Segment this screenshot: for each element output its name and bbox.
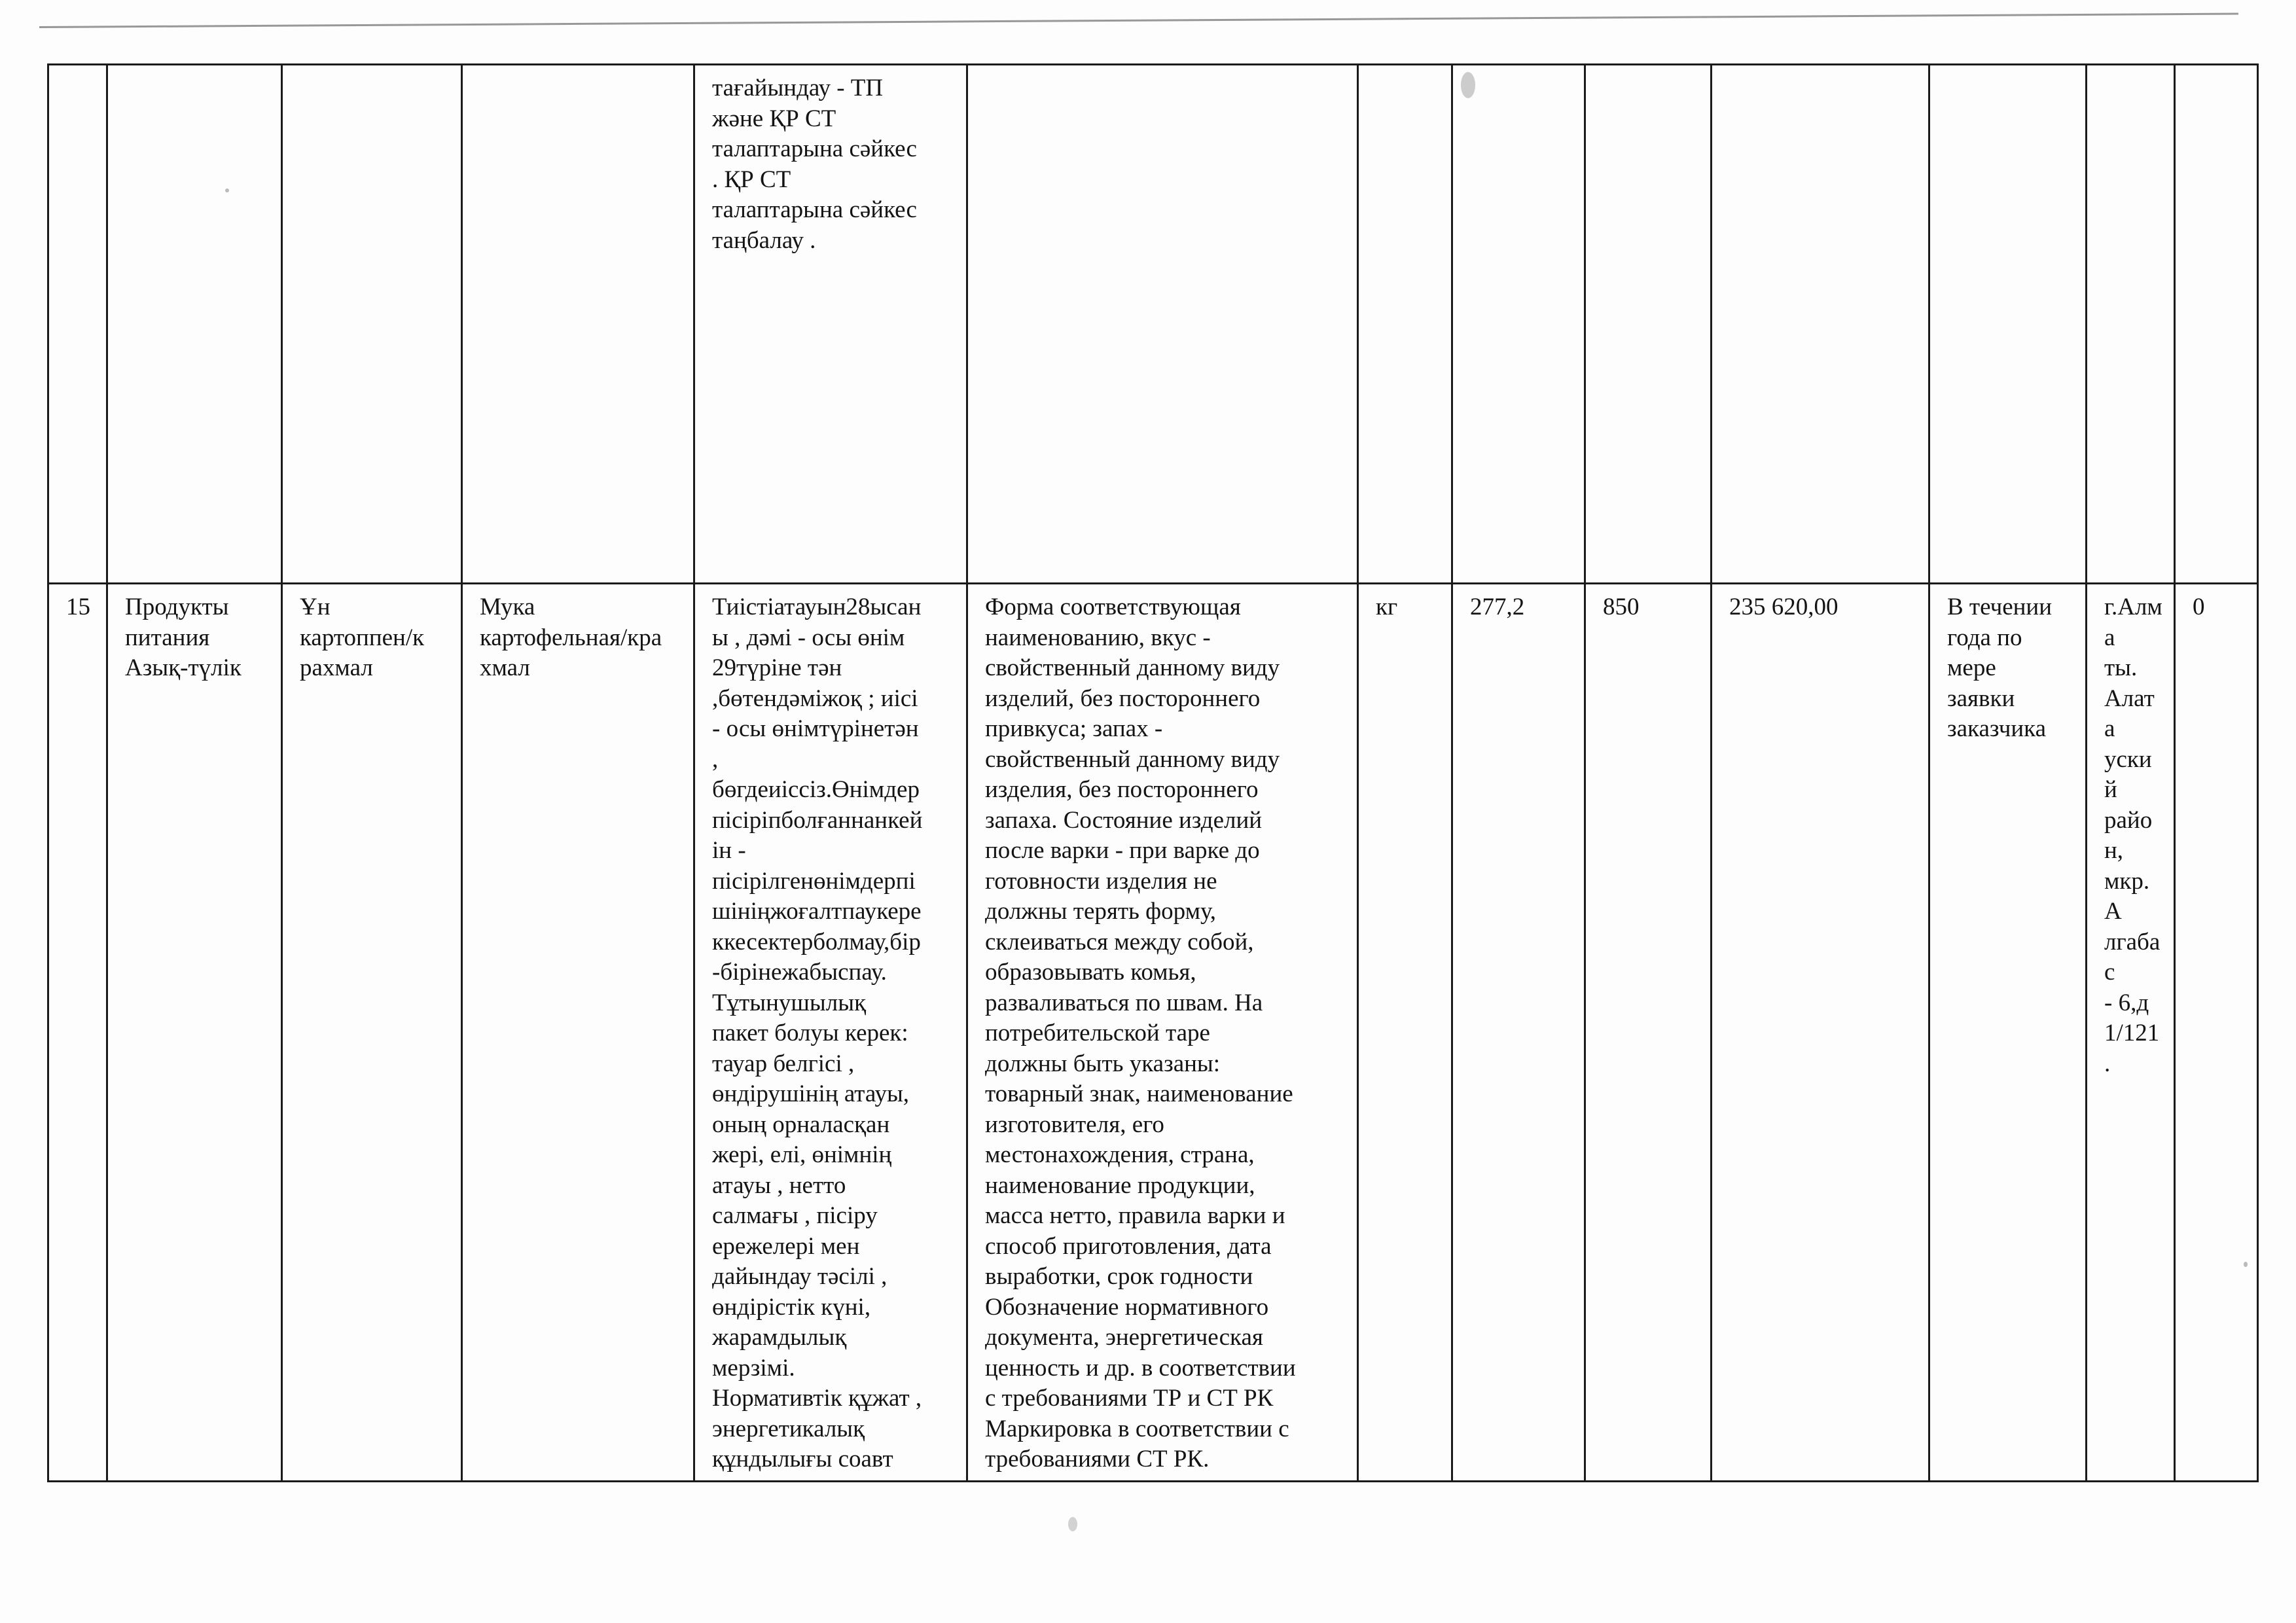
unit-price-value: 850 [1603,594,1640,620]
product-name-ru: Мука картофельная/кра хмал [480,594,662,681]
delivery-place-text: г.Алма ты. Алата уский район, мкр.А лгабас - 6,д 1/121. [2104,594,2162,1077]
cell-quantity [1452,65,1585,584]
cell-name-ru [462,584,694,1482]
cell-unit [1358,65,1452,584]
cell-price [1585,584,1712,1482]
row-number: 15 [66,594,90,620]
cell-description-ru [967,584,1358,1482]
product-category: Продукты питания Азық-түлік [125,594,242,681]
cell-quantity [1452,584,1585,1482]
cell-number [48,584,107,1482]
procurement-table [47,63,2259,1482]
cell-delivery-term [1929,584,2087,1482]
cell-name-ru [462,65,694,584]
cell-delivery-term [1929,65,2087,584]
table-row-continuation [48,65,2258,584]
delivery-term-text: В течении года по мере заявки заказчика [1947,594,2053,742]
cell-name-kz [282,65,462,584]
cell-sum [1712,584,1929,1482]
cell-delivery-place [2087,65,2175,584]
scan-speck [1068,1517,1077,1531]
quantity-value: 277,2 [1470,594,1525,620]
advance-value: 0 [2193,594,2205,620]
cell-name-kz [282,584,462,1482]
table-row-15 [48,584,2258,1482]
scan-speck [225,188,229,192]
unit-of-measure: кг [1376,594,1398,620]
product-description-ru: Форма соответствующая наименованию, вкус - свойственный данному виду изделий, без постороннего привкуса; запах - свойственный данному виду изделия, без постороннего запаха. Состояние изделий после варки - при варке до готовности изделия не должны терять форму, склеиваться между собой, образовывать комья, разваливаться по швам. На потребительской таре должны быть указаны: товарный знак, наименование изготовителя, его местонахождения, страна, наименование продукции, масса нетто, правила варки и способ приготовления, дата выработки, срок годности Обозначение нормативного документа, энергетическая ценность и др. в соответствии с требованиями ТР и СТ РК Маркировка в соответствии с требованиями СТ РК. [985,594,1296,1472]
cell-unit [1358,584,1452,1482]
cell-category [107,65,282,584]
cell-category [107,584,282,1482]
product-description-kz: Тиістіатауын28ысан ы , дәмі - осы өнім 29түріне тән ,бөтендәмiжоқ ; иісі - осы өнімтүрінетән , бөгдеиіссіз.Өнімдер пісіріпболғаннанкей ін - пісірілгенөнімдерпі шініңжоғалтпаукере ккесектерболмау,бір -бірінежабыспау. Тұтынушылық пакет болуы керек: тауар белгісі , өндірушінің атауы, оның орналасқан жері, елі, өнімнің атауы , нетто салмағы , пісіру ережелері мен дайындау тәсілі , өндірістік күні, жарамдылық мерзімі. Нормативтік құжат , энергетикалық құндылығы соавт [712,594,923,1472]
total-sum-value: 235 620,00 [1729,594,1839,620]
scan-speck [1461,72,1475,98]
scan-speck [2244,1262,2248,1267]
scan-edge-line [39,12,2238,40]
cell-number [48,65,107,584]
cell-description-kz [694,65,967,584]
cell-advance [2175,584,2258,1482]
cell-description-kz [694,584,967,1482]
cell-advance [2175,65,2258,584]
cell-price [1585,65,1712,584]
cell-description-ru [967,65,1358,584]
cell-delivery-place [2087,584,2175,1482]
product-name-kz: Ұн картоппен/к рахмал [300,594,425,681]
cell-sum [1712,65,1929,584]
description-kz-continuation-text: тағайындау - ТП және ҚР СТ талаптарына сәйкес . ҚР СТ талаптарына сәйкес таңбалау . [712,75,917,254]
